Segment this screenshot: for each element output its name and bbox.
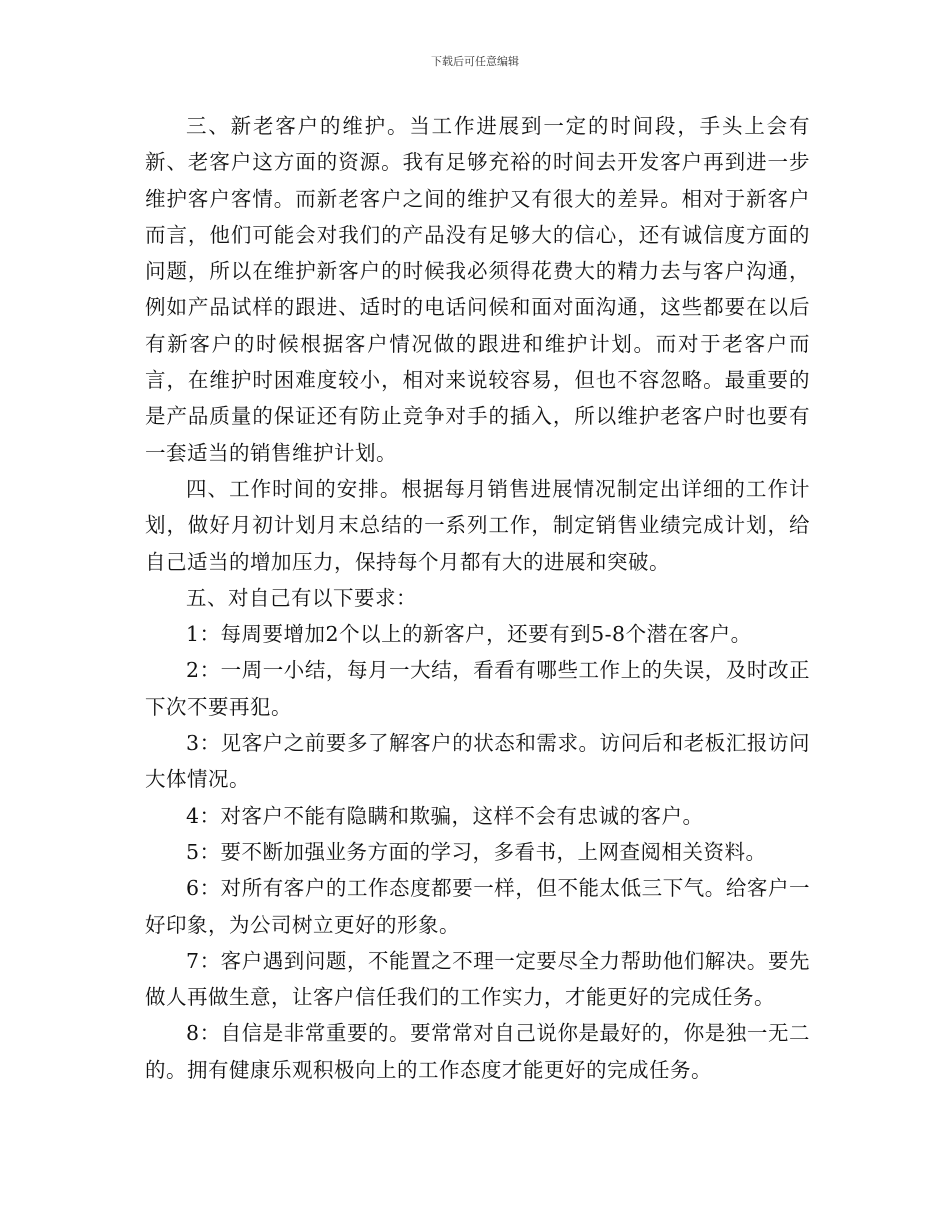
paragraph-requirement-3: 3：见客户之前要多了解客户的状态和需求。访问后和老板汇报访问大体情况。 [145,731,810,792]
paragraph-requirement-6: 6：对所有客户的工作态度都要一样，但不能太低三下气。给客户一好印象，为公司树立更好的形象。 [145,876,810,937]
paragraph-requirement-8: 8：自信是非常重要的。要常常对自己说你是最好的，你是独一无二的。拥有健康乐观积极向上的工作态度才能更好的完成任务。 [145,1021,810,1082]
document-body [145,108,810,1088]
paragraph-requirement-2: 2：一周一小结，每月一大结，看看有哪些工作上的失误，及时改正下次不要再犯。 [145,658,810,719]
paragraph-requirement-5: 5：要不断加强业务方面的学习，多看书，上网查阅相关资料。 [186,839,767,864]
paragraph-requirement-1: 1：每周要增加2个以上的新客户，还要有到5-8个潜在客户。 [186,622,752,647]
paragraph-time-arrangement: 四、工作时间的安排。根据每月销售进展情况制定出详细的工作计划，做好月初计划月末总结的一系列工作，制定销售业绩完成计划，给自己适当的增加压力，保持每个月都有大的进展和突破。 [145,476,810,574]
paragraph-requirements-heading: 五、对自己有以下要求： [186,585,417,610]
page-header-note: 下载后可任意编辑 [431,55,519,68]
paragraph-requirement-4: 4：对客户不能有隐瞒和欺骗，这样不会有忠诚的客户。 [186,803,704,828]
paragraph-requirement-7: 7：客户遇到问题，不能置之不理一定要尽全力帮助他们解决。要先做人再做生意，让客户信任我们的工作实力，才能更好的完成任务。 [145,948,810,1010]
paragraph-customer-maintenance: 三、新老客户的维护。当工作进展到一定的时间段，手头上会有新、老客户这方面的资源。我有足够充裕的时间去开发客户再到进一步维护客户客情。而新老客户之间的维护又有很大的差异。相对于新客户而言，他们可能会对我们的产品没有足够大的信心，还有诚信度方面的问题，所以在维护新客户的时候我必须得花费大的精力去与客户沟通，例如产品试样的跟进、适时的电话问候和面对面沟通，这些都要在以后有新客户的时候根据客户情况做的跟进和维护计划。而对于老客户而言，在维护时困难度较小，相对来说较容易，但也不容忽略。最重要的是产品质量的保证还有防止竞争对手的插入，所以维护老客户时也要有一套适当的销售维护计划。 [145,114,810,465]
